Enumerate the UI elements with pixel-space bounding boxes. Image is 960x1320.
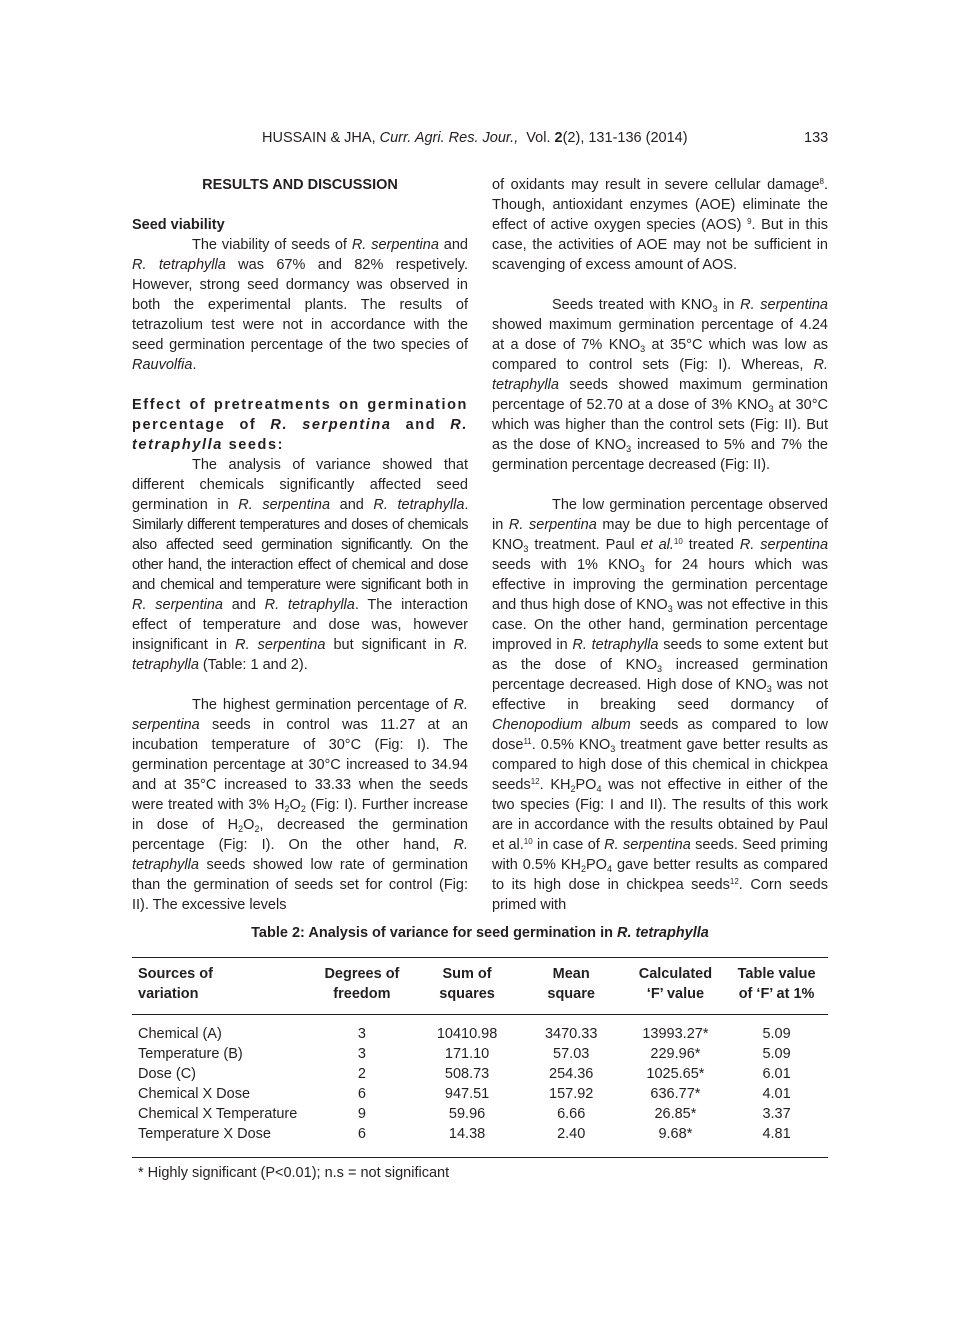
- species-name: R. serpentina: [132, 597, 223, 613]
- text-span: seeds:: [222, 437, 285, 453]
- table-cell: 13993.27*: [642, 1026, 709, 1042]
- header-line: square: [547, 986, 595, 1002]
- header-line: squares: [439, 986, 495, 1002]
- subscript: 3: [766, 684, 772, 694]
- text-span: . Though, antioxidant enzymes (AOE) eliminate the effect of active oxygen species (AOS): [492, 177, 828, 233]
- citation-ref: 11: [523, 737, 532, 746]
- subheading-effect-pretreatments: [132, 395, 468, 455]
- table-cell: 508.73: [444, 1066, 490, 1082]
- table-cell: Dose (C): [138, 1066, 197, 1082]
- running-header: [0, 130, 960, 150]
- text-span: O: [289, 797, 301, 813]
- table-cell: Chemical (A): [138, 1026, 222, 1042]
- table-cell: 171.10: [444, 1046, 490, 1062]
- species-name: R. tetraphylla: [132, 257, 226, 273]
- citation-ref: 8: [819, 177, 824, 186]
- text-span: PO: [575, 777, 597, 793]
- header-line: freedom: [333, 986, 391, 1002]
- text-span: of oxidants may result in severe cellular damage: [492, 177, 820, 193]
- species-name: R. tetraphylla: [572, 637, 659, 653]
- text-span: seeds. Seed priming with 0.5% KH: [492, 837, 829, 873]
- text-span: for 24 hours which was effective in improving the germination percentage and thus high dose of KNO: [492, 557, 828, 613]
- table-caption: [132, 925, 828, 941]
- text-span: and: [438, 237, 468, 253]
- table-cell: 157.92: [549, 1086, 594, 1102]
- table-cell: 9.68*: [658, 1126, 693, 1142]
- table-cell: Temperature (B): [138, 1046, 243, 1062]
- text-span: Seeds treated with KNO: [552, 297, 713, 313]
- subscript: 2: [284, 804, 290, 814]
- subscript: 3: [640, 344, 646, 354]
- table-cell: 636.77*: [650, 1086, 701, 1102]
- citation-ref: 12: [530, 777, 540, 786]
- table-row: [132, 1084, 828, 1104]
- text-span: . But in this case, the activities of AOE may not be sufficient in scavenging of excess amount of AOS.: [492, 217, 828, 273]
- text-span: but significant in: [325, 637, 454, 653]
- et-al: et al.: [640, 537, 674, 553]
- header-sum-squares: [417, 958, 516, 1015]
- left-column: [132, 175, 468, 915]
- table-cell: 10410.98: [436, 1026, 498, 1042]
- table-cell: 6: [357, 1126, 366, 1142]
- text-span: .: [192, 357, 197, 373]
- text-span: treatment. Paul: [528, 537, 641, 553]
- table-cell: Chemical X Dose: [138, 1086, 251, 1102]
- subscript: 3: [667, 604, 673, 614]
- header-line: of ‘F’ at 1%: [738, 986, 815, 1002]
- running-citation: [262, 130, 688, 146]
- header-calculated-f: [626, 958, 726, 1015]
- table-cell: 2: [357, 1066, 366, 1082]
- header-line: Degrees of: [324, 966, 400, 982]
- text-span: in case of: [532, 837, 605, 853]
- table-cell: 57.03: [553, 1046, 590, 1062]
- header-mean-square: [517, 958, 626, 1015]
- subscript: 2: [238, 824, 244, 834]
- table-cell: 26.85*: [654, 1106, 697, 1122]
- text-span: treated: [682, 537, 740, 553]
- page-number: 133: [804, 130, 829, 146]
- text-span: may be due to high percentage of KNO: [492, 517, 828, 553]
- table-cell: 9: [357, 1106, 366, 1122]
- text-span: treatment gave better results as compared to high dose of this chemical in chickpea seeds: [492, 737, 828, 793]
- text-span: at 30°C which was higher than the control sets (Fig: II). But as the dose of KNO: [492, 397, 828, 453]
- text-span: seeds in control was 11.27 at an incubation temperature of 30°C (Fig: I). The germination percentage at 30°C increased to 34.94 and at 35°C increased to 33.33 when the seeds were treated with 3% H: [132, 717, 468, 813]
- paragraph-highest-germination: [132, 695, 468, 915]
- table-cell: 3: [357, 1046, 366, 1062]
- species-name: R. tetraphylla: [132, 417, 468, 453]
- species-name: R. tetraphylla: [132, 837, 468, 873]
- table-cell: 6: [357, 1086, 366, 1102]
- text-span: seeds to some extent but as the dose of KNO: [492, 637, 828, 673]
- table-cell: 3.37: [762, 1106, 791, 1122]
- header-line: Table value: [737, 966, 816, 982]
- species-name: R. tetraphylla: [264, 597, 355, 613]
- text-span: in: [717, 297, 741, 313]
- table-row: [132, 1124, 828, 1158]
- table-cell: Temperature X Dose: [138, 1126, 271, 1142]
- table-cell: 6.01: [762, 1066, 791, 1082]
- table-cell: 3: [357, 1026, 366, 1042]
- subscript: 4: [596, 784, 602, 794]
- subscript: 2: [580, 864, 586, 874]
- text-span: . 0.5% KNO: [531, 737, 611, 753]
- citation-ref: 10: [673, 537, 683, 546]
- header-journal: Curr. Agri. Res. Jour.,: [379, 130, 519, 146]
- subscript: 3: [523, 544, 529, 554]
- species-name: R. tetraphylla: [492, 357, 828, 393]
- paragraph-seed-viability: [132, 235, 468, 375]
- table-cell: 2.40: [557, 1126, 586, 1142]
- text-span: was not effective in this case. On the other hand, germination percentage improved in: [492, 597, 828, 653]
- header-degrees: [306, 958, 417, 1015]
- text-span: showed maximum germination percentage of 4.24 at a dose of 7% KNO: [492, 317, 828, 353]
- subscript: 3: [768, 404, 774, 414]
- citation-ref: 12: [729, 877, 739, 886]
- species-name: R. serpentina: [238, 497, 331, 513]
- text-span: . KH: [539, 777, 571, 793]
- table-cell: Chemical X Temperature: [138, 1106, 298, 1122]
- table-cell: 4.01: [762, 1086, 791, 1102]
- subscript: 3: [610, 744, 616, 754]
- header-vol-num: 2: [554, 130, 563, 146]
- subscript: 3: [712, 304, 718, 314]
- table-cell: 229.96*: [650, 1046, 701, 1062]
- subheading-seed-viability: Seed viability: [132, 217, 225, 233]
- header-vol-rest: (2), 131-136 (2014): [562, 130, 688, 146]
- header-line: Sources of: [138, 966, 213, 982]
- text-span: seeds with 1% KNO: [492, 557, 640, 573]
- table-cell: 59.96: [448, 1106, 486, 1122]
- table-cell: 4.81: [762, 1126, 791, 1142]
- table-row: [132, 1015, 828, 1045]
- species-name: R. serpentina: [604, 837, 691, 853]
- right-column: [492, 175, 828, 915]
- section-heading-results: RESULTS AND DISCUSSION: [202, 177, 398, 193]
- species-name: R. tetraphylla: [132, 637, 468, 673]
- table-row: [132, 1104, 828, 1124]
- paragraph-kno3: [492, 295, 828, 475]
- caption-text: Table 2: Analysis of variance for seed germination in: [251, 925, 617, 941]
- header-line: Mean: [552, 966, 590, 982]
- table-cell: 254.36: [549, 1066, 594, 1082]
- text-span: at 35°C which was low as compared to control sets (Fig: I). Whereas,: [492, 337, 829, 373]
- species-name: R. serpentina: [739, 537, 829, 553]
- header-sources: [132, 958, 306, 1015]
- subscript: 3: [657, 664, 663, 674]
- text-span: , decreased the germination percentage (Fig: I). On the other hand,: [132, 817, 468, 853]
- subscript: 3: [639, 564, 645, 574]
- header-authors: HUSSAIN & JHA,: [262, 130, 380, 146]
- text-span: gave better results as compared to its high dose in chickpea seeds: [492, 857, 828, 893]
- text-span: and: [222, 597, 265, 613]
- text-span: . The interaction effect of temperature and dose was, however insignificant in: [132, 597, 468, 653]
- table-cell: 1025.65*: [646, 1066, 705, 1082]
- subscript: 2: [570, 784, 576, 794]
- text-span: (Fig: I). Further increase in dose of H: [132, 797, 469, 833]
- text-span: increased germination percentage decreased. High dose of KNO: [492, 657, 828, 693]
- header-line: Sum of: [442, 966, 492, 982]
- header-line: variation: [138, 986, 199, 1002]
- subscript: 2: [300, 804, 306, 814]
- table-row: [132, 1044, 828, 1064]
- table-cell: 5.09: [762, 1026, 791, 1042]
- table-cell: 947.51: [444, 1086, 490, 1102]
- anova-table: [132, 957, 828, 1158]
- text-span: was not effective in either of the two species (Fig: I and II). The results of this work are in accordance with the results obtained by Paul et al.: [492, 777, 828, 853]
- text-span: The analysis of variance showed that different chemicals significantly affected seed germination in: [132, 457, 468, 513]
- species-name: Chenopodium album: [492, 717, 631, 733]
- text-span: was 67% and 82% respetively. However, strong seed dormancy was observed in both the experimental plants. The results of tetrazolium test were not in accordance with the seed germination percentage of the two species of: [132, 257, 468, 353]
- text-span: seeds showed maximum germination percentage of 52.70 at a dose of 3% KNO: [492, 377, 828, 413]
- table-cell: 3470.33: [544, 1026, 598, 1042]
- species-name: R. serpentina: [740, 297, 828, 313]
- species-name: R. serpentina: [270, 417, 392, 433]
- text-span: and: [391, 417, 451, 433]
- subscript: 3: [626, 444, 632, 454]
- subscript: 2: [254, 824, 260, 834]
- paragraph-oxidants: [492, 175, 828, 275]
- text-span: The viability of seeds of: [192, 237, 352, 253]
- text-span: seeds showed low rate of germination than the germination of seeds set for control (Fig: II). The excessive levels: [132, 857, 468, 913]
- text-span: O: [243, 817, 255, 833]
- table-header-row: [132, 958, 828, 1015]
- citation-ref: 9: [747, 217, 752, 226]
- header-vol-prefix: Vol.: [518, 130, 555, 146]
- species-name: R. serpentina: [235, 637, 326, 653]
- citation-ref: 10: [523, 837, 533, 846]
- paragraph-anova: [132, 455, 468, 675]
- header-table-f: [725, 958, 828, 1015]
- text-span: and: [330, 497, 374, 513]
- genus-name: Rauvolfia: [132, 357, 193, 373]
- species-name: R. serpentina: [351, 237, 439, 253]
- header-line: Calculated: [638, 966, 713, 982]
- table-cell: 5.09: [762, 1046, 791, 1062]
- species-name: R. tetraphylla: [616, 925, 709, 941]
- text-span: increased to 5% and 7% the germination percentage decreased (Fig: II).: [492, 437, 828, 473]
- table-cell: 6.66: [557, 1106, 586, 1122]
- text-span: (Table: 1 and 2).: [198, 657, 308, 673]
- text-span: The highest germination percentage of: [192, 697, 454, 713]
- text-span: The low germination percentage observed in: [492, 497, 828, 533]
- species-name: R. tetraphylla: [373, 497, 465, 513]
- header-line: ‘F’ value: [646, 986, 705, 1002]
- text-span: . Similarly different temperatures and doses of chemicals also affected seed germination significantly. On the other hand, the interaction effect of chemical and dose and chemical and temperature were significant both in: [132, 497, 469, 593]
- table-cell: 14.38: [448, 1126, 486, 1142]
- text-span: was not effective in breaking seed dormancy of: [492, 677, 828, 713]
- paragraph-low-germination: [492, 495, 828, 915]
- text-span: . Corn seeds primed with: [492, 877, 828, 913]
- text-span: PO: [586, 857, 607, 873]
- species-name: R. serpentina: [132, 697, 468, 733]
- text-span: seeds as compared to low dose: [492, 717, 828, 753]
- table-row: [132, 1064, 828, 1084]
- subscript: 4: [606, 864, 612, 874]
- species-name: R. serpentina: [508, 517, 597, 533]
- text-span: Effect of pretreatments on germination percentage of: [132, 397, 468, 433]
- table-footnote: * Highly significant (P<0.01); n.s = not significant: [138, 1165, 450, 1181]
